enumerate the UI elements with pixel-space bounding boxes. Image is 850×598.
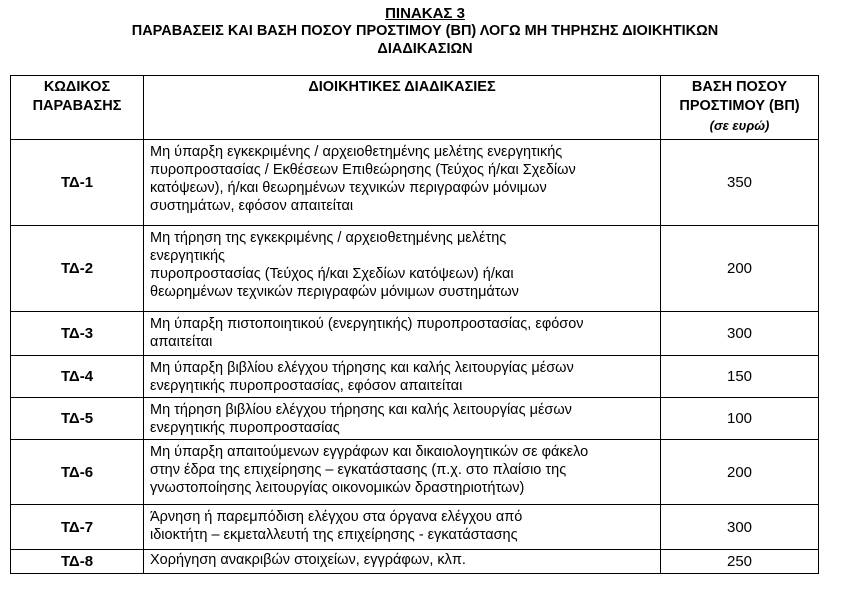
description-line: ενεργητικής πυροπροστασίας, εφόσον απαιτείται <box>150 378 463 394</box>
violation-code: ΤΔ-2 <box>11 226 144 312</box>
fine-amount: 150 <box>661 356 819 398</box>
header-amount-line2: ΠΡΟΣΤΙΜΟΥ (ΒΠ) <box>679 98 800 114</box>
description-line: στην έδρα της επιχείρησης – εγκατάστασης (π.χ. στο πλαίσιο της <box>150 462 567 478</box>
header-amount-line1: ΒΑΣΗ ΠΟΣΟΥ <box>691 79 788 95</box>
procedure-description <box>144 398 661 440</box>
fine-amount: 300 <box>661 505 819 550</box>
procedure-description <box>144 140 661 226</box>
description-line: Μη ύπαρξη πιστοποιητικού (ενεργητικής) πυροπροστασίας, εφόσον <box>150 316 584 332</box>
fine-amount: 100 <box>661 398 819 440</box>
table-subtitle-line1: ΠΑΡΑΒΑΣΕΙΣ ΚΑΙ ΒΑΣΗ ΠΟΣΟΥ ΠΡΟΣΤΙΜΟΥ (ΒΠ) ΛΟΓΩ ΜΗ ΤΗΡΗΣΗΣ ΔΙΟΙΚΗΤΙΚΩΝ <box>131 23 719 39</box>
procedure-description <box>144 505 661 550</box>
violation-code: ΤΔ-7 <box>11 505 144 550</box>
violations-table <box>10 75 819 574</box>
procedure-description <box>144 356 661 398</box>
table-subtitle-line2: ΔΙΑΔΙΚΑΣΙΩΝ <box>377 41 473 57</box>
table-row <box>11 440 819 505</box>
fine-amount: 200 <box>661 226 819 312</box>
header-amount-unit: (σε ευρώ) <box>709 118 770 133</box>
description-line: Άρνηση ή παρεμπόδιση ελέγχου στα όργανα ελέγχου από <box>150 509 523 525</box>
table-row <box>11 312 819 356</box>
description-line: Μη ύπαρξη βιβλίου ελέγχου τήρησης και καλής λειτουργίας μέσων <box>150 360 574 376</box>
description-line: συστημάτων, εφόσον απαιτείται <box>150 198 354 214</box>
fine-amount: 350 <box>661 140 819 226</box>
description-line: πυροπροστασίας / Εκθέσεων Επιθεώρησης (Τεύχος ή/και Σχεδίων <box>150 162 576 178</box>
violation-code: ΤΔ-3 <box>11 312 144 356</box>
header-code-line2: ΠΑΡΑΒΑΣΗΣ <box>32 98 122 114</box>
table-row <box>11 550 819 574</box>
table-row <box>11 226 819 312</box>
description-line: θεωρημένων τεχνικών περιγραφών μόνιμων συστημάτων <box>150 284 519 300</box>
description-line: ενεργητικής <box>150 248 225 264</box>
table-row <box>11 398 819 440</box>
description-line: απαιτείται <box>150 334 213 350</box>
description-line: Χορήγηση ανακριβών στοιχείων, εγγράφων, κλπ. <box>150 552 466 568</box>
description-line: κατόψεων), ή/και θεωρημένων τεχνικών περιγραφών μόνιμων <box>150 180 547 196</box>
header-procedures <box>144 76 661 140</box>
violation-code: ΤΔ-8 <box>11 550 144 574</box>
procedure-description <box>144 440 661 505</box>
description-line: πυροπροστασίας (Τεύχος ή/και Σχεδίων κατόψεων) ή/και <box>150 266 514 282</box>
fine-amount: 250 <box>661 550 819 574</box>
violation-code: ΤΔ-4 <box>11 356 144 398</box>
header-amount <box>661 76 819 140</box>
description-line: γνωστοποίησης λειτουργίας οικονομικών δραστηριοτήτων) <box>150 480 525 496</box>
table-title-block <box>0 5 850 58</box>
description-line: ενεργητικής πυροπροστασίας <box>150 420 340 436</box>
header-code-line1: ΚΩΔΙΚΟΣ <box>43 79 111 95</box>
description-line: Μη τήρηση της εγκεκριμένης / αρχειοθετημένης μελέτης <box>150 230 507 246</box>
header-code <box>11 76 144 140</box>
header-procedures-label: ΔΙΟΙΚΗΤΙΚΕΣ ΔΙΑΔΙΚΑΣΙΕΣ <box>308 79 496 95</box>
table-heading: ΠΙΝΑΚΑΣ 3 <box>385 5 465 22</box>
violation-code: ΤΔ-6 <box>11 440 144 505</box>
procedure-description <box>144 550 661 574</box>
table-row <box>11 140 819 226</box>
violation-code: ΤΔ-5 <box>11 398 144 440</box>
table-row <box>11 505 819 550</box>
procedure-description <box>144 312 661 356</box>
header-row <box>11 76 819 140</box>
procedure-description <box>144 226 661 312</box>
description-line: ιδιοκτήτη – εκμεταλλευτή της επιχείρησης - εγκατάστασης <box>150 527 518 543</box>
table-row <box>11 356 819 398</box>
description-line: Μη ύπαρξη εγκεκριμένης / αρχειοθετημένης μελέτης ενεργητικής <box>150 144 563 160</box>
fine-amount: 300 <box>661 312 819 356</box>
violation-code: ΤΔ-1 <box>11 140 144 226</box>
fine-amount: 200 <box>661 440 819 505</box>
description-line: Μη ύπαρξη απαιτούμενων εγγράφων και δικαιολογητικών σε φάκελο <box>150 444 589 460</box>
description-line: Μη τήρηση βιβλίου ελέγχου τήρησης και καλής λειτουργίας μέσων <box>150 402 572 418</box>
